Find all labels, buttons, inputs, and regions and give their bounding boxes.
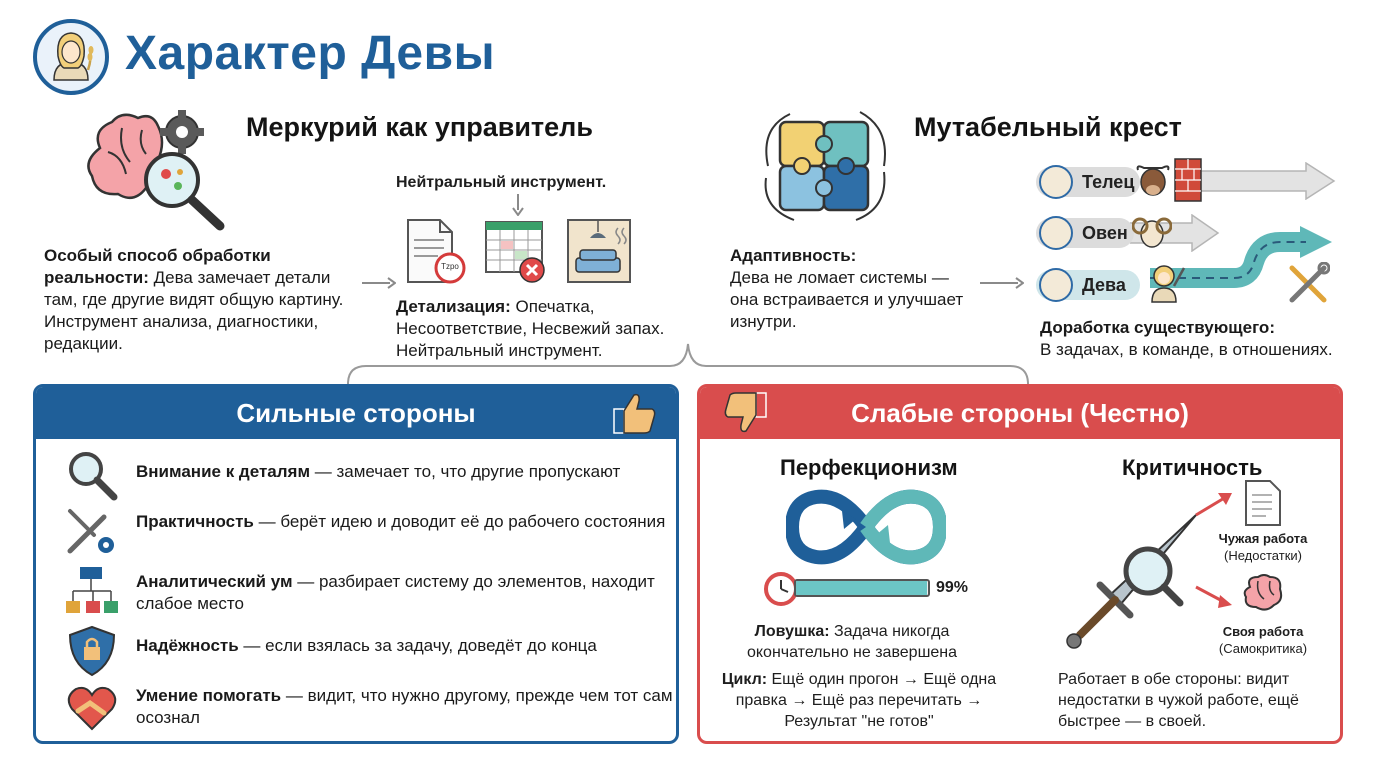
detail-tail: Нейтральный инструмент. [396, 341, 603, 360]
own-work-label: Своя работа [1222, 624, 1304, 639]
strength-item-rest: — замечает то, что другие пропускают [310, 462, 621, 481]
strength-item-rest: — если взялась за задачу, доведёт до конца [238, 636, 597, 655]
cycle-text [714, 669, 1004, 732]
flowchart-icon [64, 565, 120, 617]
trap-bold: Ловушка: [754, 623, 830, 640]
arrow-down-icon [511, 194, 525, 216]
strength-item [136, 461, 676, 483]
other-work-note: (Недостатки) [1224, 548, 1302, 563]
aries-label: Овен [1082, 222, 1128, 243]
strength-item [136, 635, 676, 657]
spreadsheet-error-icon [484, 218, 550, 286]
puzzle-icon [760, 108, 890, 226]
adapt-bold: Адаптивность: [730, 246, 857, 265]
mutable-title: Мутабельный крест [914, 112, 1182, 142]
cycle-rest: Ещё один прогон → Ещё одна правка → Ещё раз перечитать → Результат "не готов" [735, 671, 997, 730]
aries-pill [1036, 218, 1134, 248]
tool-label: Нейтральный инструмент. [396, 174, 607, 191]
taurus-pill [1036, 167, 1140, 197]
thumbs-up-icon [612, 391, 658, 435]
virgo-logo-icon [32, 18, 110, 96]
brick-wall-icon [1174, 158, 1202, 202]
arrow-to-brain-icon [1194, 583, 1234, 609]
mercury-title: Меркурий как управитель [246, 112, 593, 142]
criticism-title: Критичность [1122, 455, 1263, 480]
sword-magnifier-icon [1060, 511, 1200, 651]
improve-rest: В задачах, в команде, в отношениях. [1040, 340, 1333, 359]
virgo-worker-icon [1148, 262, 1188, 304]
bull-icon [1134, 162, 1172, 200]
document-stamp-text: Tzpo [441, 262, 459, 271]
strength-item-rest: — видит, что нужно другому, прежде чем тот сам осознал [136, 686, 673, 727]
weaknesses-panel [697, 384, 1343, 744]
thumbs-down-icon [722, 391, 768, 435]
brain-magnifier-icon [82, 108, 232, 236]
adapt-rest: Дева не ломает системы — она встраивается и улучшает изнутри. [730, 268, 964, 331]
perfectionism-title: Перфекционизм [780, 455, 958, 480]
arrow-to-document-icon [1194, 491, 1234, 517]
strengths-panel [33, 384, 679, 744]
progress-bar [794, 579, 930, 597]
taurus-icon [1039, 165, 1073, 199]
tools-icon [1286, 262, 1330, 306]
document-icon [1244, 479, 1284, 527]
strength-item [136, 511, 676, 533]
strengths-header [36, 387, 676, 439]
strengths-title: Сильные стороны [236, 397, 476, 428]
arrow-right-icon [980, 276, 1024, 290]
room-sofa-icon [566, 218, 632, 286]
taurus-arrow [1180, 162, 1336, 200]
arrow-right-icon [362, 276, 396, 290]
document-typo-icon [404, 218, 466, 286]
virgo-label: Дева [1082, 274, 1126, 295]
strength-item [136, 685, 676, 729]
strength-item-rest: — берёт идею и доводит её до рабочего состояния [253, 512, 666, 531]
criticism-text: Работает в обе стороны: видит недостатки в чужой работе, ещё быстрее — в своей. [1058, 671, 1299, 730]
weaknesses-header [700, 387, 1340, 439]
handshake-heart-icon [64, 681, 120, 733]
magnifier-icon [64, 449, 120, 501]
mercury-description-bold: Особый способ обработки реальности: [44, 246, 271, 287]
virgo-small-icon [1039, 268, 1073, 302]
wrench-gear-icon [64, 505, 120, 557]
progress-label: 99% [936, 579, 969, 596]
improve-bold: Доработка существующего: [1040, 318, 1275, 337]
strength-item [136, 571, 676, 615]
trap-text [720, 621, 984, 663]
detail-bold: Детализация: [396, 297, 511, 316]
own-work-note: (Самокритика) [1218, 641, 1308, 656]
adapt-text [730, 245, 980, 333]
weaknesses-title: Слабые стороны (Честно) [851, 397, 1189, 428]
detail-rest: Опечатка, Несоответствие, Несвежий запах. [396, 297, 665, 338]
strength-item-bold: Умение помогать [136, 686, 282, 705]
other-work-label: Чужая работа [1218, 531, 1308, 546]
page-title: Характер Девы [125, 27, 496, 80]
cycle-bold: Цикл: [721, 671, 768, 688]
virgo-pill [1036, 270, 1140, 300]
strength-item-bold: Аналитический ум [136, 572, 293, 591]
improve-text [1040, 317, 1360, 361]
progress-fill [796, 581, 927, 595]
mercury-description-rest: Дева замечает детали там, где другие видят общую картину. Инструмент анализа, диагностики, редакции. [44, 268, 344, 353]
brain-icon [1242, 573, 1286, 613]
strength-item-bold: Внимание к деталям [136, 462, 311, 481]
taurus-label: Телец [1082, 171, 1135, 192]
trap-rest: Задача никогда окончательно не завершена [746, 623, 958, 661]
strength-item-bold: Надёжность [136, 636, 239, 655]
shield-lock-icon [64, 625, 120, 677]
strength-item-rest: — разбирает систему до элементов, находит слабое место [136, 572, 655, 613]
section-bracket [346, 340, 1030, 386]
aries-icon [1039, 216, 1073, 250]
strength-item-bold: Практичность [136, 512, 254, 531]
infinity-loop-icon [786, 487, 946, 567]
mercury-description [44, 245, 364, 355]
